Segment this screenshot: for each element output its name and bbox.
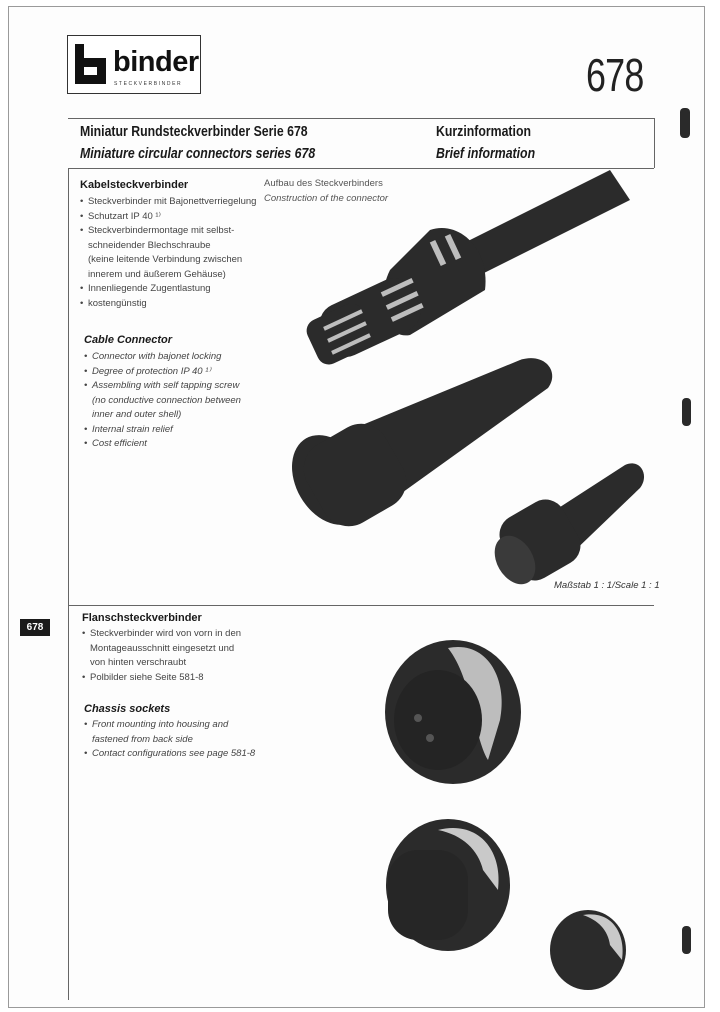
series-number: 678	[586, 49, 644, 101]
small-connector-image	[486, 463, 644, 591]
cable-section-left-rule	[68, 168, 69, 605]
header-top-rule	[68, 118, 654, 119]
exploded-connector-image	[303, 170, 630, 368]
chassis-socket-front-image	[385, 640, 521, 784]
cable-features-english	[84, 350, 241, 452]
chassis-section-left-rule	[68, 605, 69, 1000]
binder-logo-mark-icon	[75, 44, 109, 84]
side-tab: 678	[20, 619, 50, 636]
edge-punch-mark	[682, 398, 691, 426]
edge-punch-mark	[680, 108, 690, 138]
construction-caption-german: Aufbau des Steckverbinders	[264, 178, 383, 189]
chassis-title-english: Chassis sockets	[84, 703, 171, 715]
scale-note-cable: Maßstab 1 : 1/Scale 1 : 1	[554, 580, 660, 591]
list-item: • Contact configurations see page 581-8	[84, 747, 255, 762]
chassis-socket-photos	[378, 640, 648, 990]
cable-connector-photos	[290, 160, 655, 595]
cable-title-english: Cable Connector	[84, 334, 173, 346]
list-item: • Schutzart IP 40 ¹⁾	[80, 210, 256, 225]
logo-wordmark: binder	[113, 46, 199, 78]
list-item: • Front mounting into housing and fastened from back side	[84, 718, 255, 747]
chassis-features-german	[82, 627, 241, 685]
list-item: • Connector with bajonet locking	[84, 350, 241, 365]
brief-info-german: Kurzinformation	[436, 123, 531, 140]
title-german: Miniatur Rundsteckverbinder Serie 678	[80, 123, 308, 140]
edge-punch-mark	[682, 926, 691, 954]
chassis-features-english	[84, 718, 255, 762]
list-item: • Internal strain relief	[84, 423, 241, 438]
binder-logo	[67, 35, 201, 94]
cable-title-german: Kabelsteckverbinder	[80, 179, 189, 191]
list-item: • kostengünstig	[80, 297, 256, 312]
list-item: • Assembling with self tapping screw (no conductive connection between inner and outer shell)	[84, 379, 241, 423]
chassis-title-german: Flanschsteckverbinder	[82, 612, 202, 624]
list-item: • Degree of protection IP 40 ¹⁾	[84, 365, 241, 380]
chassis-socket-small-image	[550, 910, 626, 990]
title-english: Miniature circular connectors series 678	[80, 145, 316, 162]
chassis-section-rule	[68, 605, 654, 606]
list-item: • Polbilder siehe Seite 581-8	[82, 671, 241, 686]
list-item: • Innenliegende Zugentlastung	[80, 282, 256, 297]
assembled-connector-image	[290, 358, 552, 538]
list-item: • Steckverbinder mit Bajonettverriegelung	[80, 195, 256, 210]
brief-info-english: Brief information	[436, 145, 536, 162]
construction-caption-english: Construction of the connector	[264, 193, 389, 204]
list-item: • Steckverbindermontage mit selbst- schneidender Blechschraube (keine leitende Verbindung zwischen innerem und äußerem Gehäuse)	[80, 224, 256, 282]
cable-features-german	[80, 195, 256, 311]
logo-subline: STECKVERBINDER	[114, 81, 183, 87]
list-item: • Steckverbinder wird von vorn in den Montageausschnitt eingesetzt und von hinten verschraubt	[82, 627, 241, 671]
list-item: • Cost efficient	[84, 437, 241, 452]
chassis-socket-side-image	[386, 819, 510, 951]
